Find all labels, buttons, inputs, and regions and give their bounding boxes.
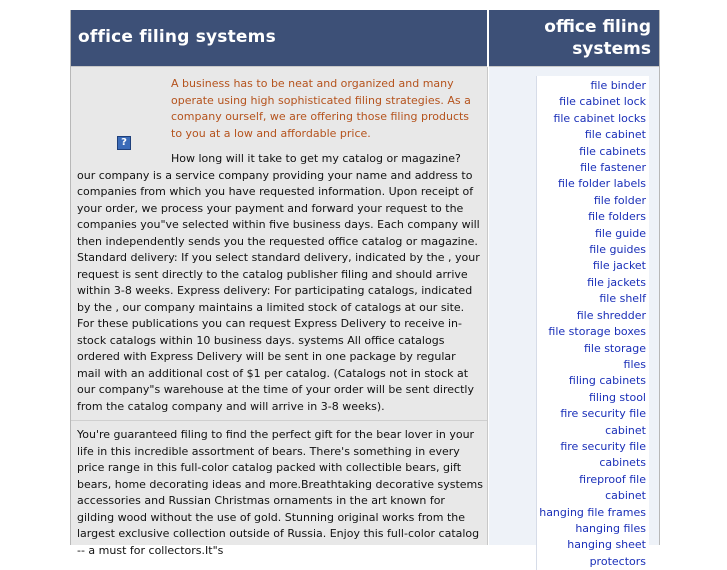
sidebar-link[interactable]: file guide	[594, 226, 646, 240]
sidebar-link[interactable]: file cabinet lock	[559, 95, 646, 109]
sidebar-link-item	[537, 193, 649, 209]
sidebar-link[interactable]: filing cabinets	[568, 374, 646, 388]
sidebar-link-item	[537, 209, 649, 225]
sidebar-link-item	[537, 324, 649, 340]
sidebar-link[interactable]: filing stool	[588, 390, 646, 404]
sidebar-link[interactable]: file folder labels	[557, 177, 646, 191]
sidebar-link-item	[537, 537, 649, 553]
sidebar-link-item	[537, 275, 649, 291]
sidebar-link[interactable]: file fastener	[580, 161, 646, 175]
sidebar-link-item	[537, 127, 649, 143]
sidebar-link[interactable]: fire security file cabinet	[560, 407, 646, 437]
sidebar-link[interactable]: file cabinets	[579, 144, 646, 158]
section-divider	[71, 420, 487, 421]
sidebar-link[interactable]: file shredder	[576, 308, 646, 322]
sidebar-link[interactable]: hanging file frames	[539, 505, 646, 519]
sidebar-link-item	[537, 390, 649, 406]
main-content	[71, 67, 488, 557]
bear-catalog-paragraph: You're guaranteed filing to find the perfect gift for the bear lover in your life in this incredible assortment of bears. There's something in every price range in this full-color catalog packed with collectible bears, gift bears, home decorating ideas and more.Breathtaking decorative systems accessories and Russian Christmas ornaments in the art known for gilding wood without the use of gold. Stunning original works from the largest exclusive collection outside of Russia. Enjoy this full-color catalog -- a must for collectors.It"s	[77, 428, 483, 557]
sidebar-link-item	[537, 160, 649, 176]
sidebar	[489, 67, 659, 568]
sidebar-link[interactable]: fireproof file cabinet	[579, 472, 646, 503]
sidebar-title: office filing systems	[544, 17, 651, 59]
sidebar-link-item	[537, 521, 649, 537]
sidebar-link-item	[537, 472, 649, 505]
sidebar-link[interactable]: file folders	[588, 210, 646, 224]
sidebar-link[interactable]: files	[623, 357, 646, 371]
intro-paragraph: A business has to be neat and organized and many operate using high sophisticated filing strategies. As a company ourself, we are offering those filing products to you at a low and affordable price.	[171, 77, 471, 140]
sidebar-link-item	[537, 111, 649, 127]
page-container	[70, 10, 660, 568]
sidebar-link-list	[536, 76, 649, 570]
catalog-info-paragraph: How long will it take to get my catalog or magazine? our company is a service company providing your name and address to companies from which you have requested information. Upon receipt of your order, we process your payment and forward your request to the companies you"ve selected within five business days. Each company will then independently sends you the requested office catalog or magazine. Standard delivery: If you select standard delivery, indicated by the , your request is sent directly to the catalog publisher filing and should arrive within 3-8 weeks. Express delivery: For participating catalogs, indicated by the , our company maintains a limited stock of catalogs at our site. For these publications you can request Express Delivery to receive in-stock catalogs within 10 business days. systems All office catalogs ordered with Express Delivery will be sent in one package by regular mail with an additional cost of $1 per catalog. (Catalogs not in stock at our company"s warehouse at the time of your order will be sent directly from the catalog company and will arrive in 3-8 weeks).	[77, 152, 480, 413]
sidebar-link-item	[537, 406, 649, 439]
sidebar-link[interactable]: file jacket	[592, 259, 646, 273]
header-banner	[71, 10, 487, 67]
sidebar-link-item	[537, 258, 649, 274]
sidebar-link-item	[537, 308, 649, 324]
sidebar-link-item	[537, 78, 649, 94]
sidebar-link[interactable]: file storage boxes	[548, 325, 646, 339]
sidebar-link[interactable]: file jackets	[587, 275, 646, 289]
sidebar-link[interactable]: fire security file cabinets	[560, 439, 646, 470]
sidebar-link[interactable]: file shelf	[599, 292, 646, 306]
sidebar-link[interactable]: hanging sheet	[567, 538, 646, 552]
sidebar-link[interactable]: file storage	[583, 341, 646, 355]
sidebar-link-item	[537, 94, 649, 110]
page-title: office filing systems	[78, 27, 276, 47]
sidebar-link-item	[537, 505, 649, 521]
sidebar-link-item	[537, 439, 649, 472]
sidebar-link[interactable]: file guides	[589, 243, 646, 257]
sidebar-link[interactable]: file binder	[590, 79, 646, 92]
sidebar-link-item	[537, 341, 649, 357]
sidebar-link-item	[537, 554, 649, 570]
sidebar-link-item	[537, 291, 649, 307]
sidebar-header	[489, 10, 659, 67]
question-mark-icon: ?	[117, 136, 131, 150]
sidebar-link[interactable]: file cabinet locks	[553, 111, 646, 125]
sidebar-link-item	[537, 226, 649, 242]
sidebar-link-item	[537, 144, 649, 160]
sidebar-link-item	[537, 242, 649, 258]
sidebar-link-item	[537, 357, 649, 373]
sidebar-link[interactable]: file cabinet	[584, 128, 646, 142]
sidebar-link[interactable]: file folder	[593, 193, 646, 207]
sidebar-link-item	[537, 373, 649, 389]
sidebar-link-item	[537, 176, 649, 192]
sidebar-link[interactable]: hanging files	[575, 521, 646, 535]
sidebar-link[interactable]: protectors	[589, 554, 646, 568]
